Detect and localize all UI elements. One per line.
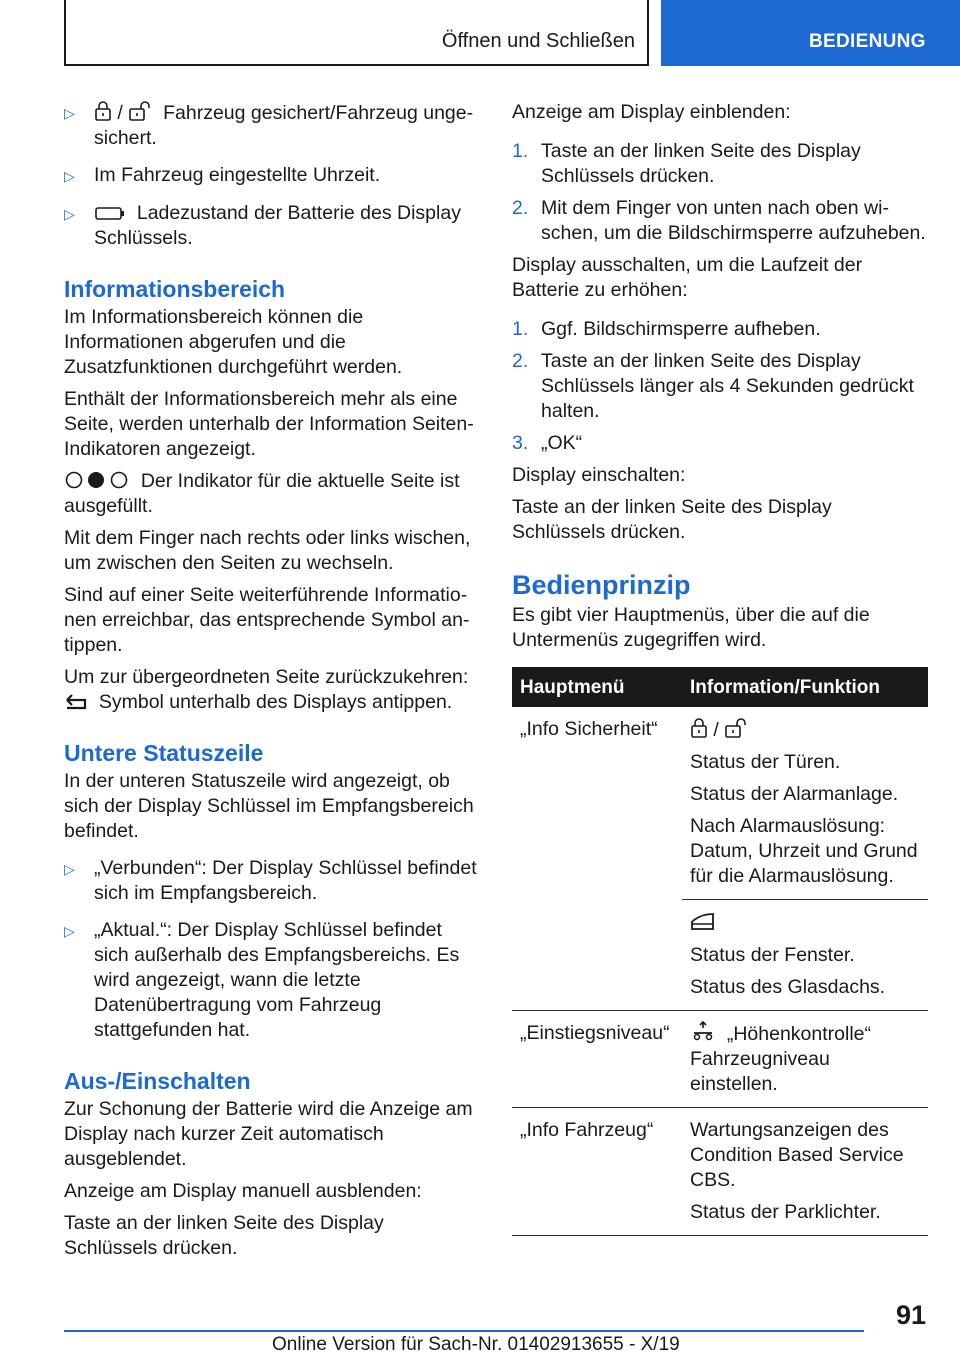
right-column [512,100,928,1236]
cell-text: Wartungsanzeigen des Condition Based Service CBS. [690,1119,904,1191]
footer-text: Online Version für Sach-Nr. 01402913655 - X/19 [272,1334,680,1355]
list-item [64,856,480,906]
step-number: 1. [512,140,529,162]
table-row [512,707,928,900]
height-control-icon [690,1021,716,1043]
bullet-text: Im Fahrzeug eingestellte Uhrzeit. [94,164,381,186]
bullet-text: „Aktual.“: Der Display Schlüssel befindet sich außerhalb des Empfangsbereichs. Es wird angezeigt, wann die letzte Datenübertragung vom Fahrzeug stattgefunden hat. [94,919,460,1041]
step-number: 2. [512,197,529,219]
paragraph: Im Informationsbereich können die Informationen abgerufen und die Zusatzfunktionen durchgeführt werden. [64,306,403,378]
table-cell: „Höhenkontrolle“ Fahrzeugniveau einstellen. [682,1011,928,1108]
chapter-title: BEDIENUNG [809,31,926,52]
paragraph: Der Indikator für die aktuelle Seite ist ausgefüllt. [64,470,460,517]
step-text: „OK“ [541,432,583,454]
table-cell: „Info Sicherheit“ [512,707,682,1011]
back-arrow-icon [64,693,88,711]
table-row [512,1108,928,1236]
heading-bedienprinzip: Bedienprinzip [512,570,691,600]
heading-untere-statuszeile: Untere Statuszeile [64,740,264,766]
window-icon [690,910,716,932]
paragraph: Anzeige am Display einblenden: [512,101,791,123]
step-number: 1. [512,318,529,340]
heading-aus-einschalten: Aus-/Einschalten [64,1068,251,1094]
paragraph: Mit dem Finger nach rechts oder links wischen, um zwischen den Seiten zu wechseln. [64,527,471,574]
list-item: ▷ / Fahrzeug gesichert/Fahrzeug ungesichert. [64,102,474,149]
paragraph: In der unteren Statuszeile wird angezeigt, ob sich der Display Schlüssel im Empfangsbereich befindet. [64,770,474,842]
lock-open-icon [724,717,748,739]
bullet-text: Fahrzeug gesichert/Fahrzeug ungesichert. [94,102,474,149]
paragraph: Taste an der linken Seite des Display Schlüssels drücken. [512,496,832,543]
step-text: Taste an der linken Seite des Display Schlüssels länger als 4 Sekunden gedrückt halten. [541,350,914,422]
table-header-row [512,667,928,707]
cell-text: Status der Alarmanlage. [690,783,899,805]
bullet-text: Ladezustand der Batterie des Display Schlüssels. [94,202,461,249]
cell-text: Status des Glasdachs. [690,976,886,998]
table-cell: / Status der Türen. Status der Alarmanlage. Nach Alarmauslösung: Datum, Uhrzeit und Grund für die Alarmauslösung. [682,707,928,900]
step-number: 3. [512,432,529,454]
triangle-right-icon: ▷ [64,923,75,939]
paragraph: Symbol unterhalb des Displays antippen. [64,690,480,715]
paragraph: Zur Schonung der Batterie wird die Anzeige am Display nach kurzer Zeit automatisch ausgeblendet. [64,1098,473,1170]
cell-text: Nach Alarmauslösung: Datum, Uhrzeit und Grund für die Alarmauslösung. [690,815,918,887]
table-cell [682,900,928,1011]
step-text: Taste an der linken Seite des Display Schlüssels drücken. [541,140,861,187]
table-header-cell: Information/Funktion [682,667,928,707]
cell-text: Status der Fenster. [690,944,855,966]
section-title: Öffnen und Schließen [441,30,635,52]
footer-divider [64,1330,864,1332]
list-item [512,317,928,342]
list-item [512,196,928,246]
list-item [512,139,928,189]
table-header-cell: Hauptmenü [512,667,682,707]
table-cell [682,1108,928,1236]
lock-open-icon [128,100,152,122]
paragraph: Enthält der Informationsbereich mehr als eine Seite, werden unterhalb der Information Seiten-Indikatoren angezeigt. [64,388,474,460]
cell-text: Status der Parklichter. [690,1201,881,1223]
header-chapter-tab[interactable] [661,0,960,66]
paragraph: Es gibt vier Hauptmenüs, über die auf die Untermenüs zugegriffen wird. [512,604,870,651]
paragraph: Taste an der linken Seite des Display Schlüssels drücken. [64,1212,384,1259]
lock-closed-icon [94,100,112,122]
triangle-right-icon: ▷ [64,206,75,222]
lock-closed-icon [690,717,708,739]
triangle-right-icon: ▷ [64,168,75,184]
paragraph: Anzeige am Display manuell ausblenden: [64,1180,422,1202]
list-item [512,431,928,456]
list-item [64,163,480,189]
step-number: 2. [512,350,529,372]
bullet-text: „Verbunden“: Der Display Schlüssel befindet sich im Empfangsbereich. [94,857,477,904]
table-cell: „Einstiegsniveau“ [512,1011,682,1108]
heading-informationsbereich: Informationsbereich [64,276,286,302]
list-item [512,349,928,424]
left-column [64,100,480,1268]
battery-icon [94,204,126,222]
cell-text: Status der Türen. [690,751,841,773]
list-item [64,201,480,251]
triangle-right-icon: ▷ [64,105,75,121]
menu-table [512,667,928,1236]
header-section-box [64,0,649,66]
step-text: Ggf. Bildschirmsperre aufheben. [541,318,821,340]
paragraph: Display einschalten: [512,464,686,486]
paragraph: Sind auf einer Seite weiterführende Informationen erreichbar, das entsprechende Symbol antippen. [64,584,470,656]
list-item [64,918,480,1043]
table-row [512,1011,928,1108]
triangle-right-icon: ▷ [64,861,75,877]
paragraph: Um zur übergeordneten Seite zurückzukehren: [64,666,469,688]
page-number: 91 [896,1300,927,1330]
paragraph: Display ausschalten, um die Laufzeit der Batterie zu erhöhen: [512,254,863,301]
table-cell: „Info Fahrzeug“ [512,1108,682,1236]
page-indicator-icon [64,470,130,490]
step-text: Mit dem Finger von unten nach oben wischen, um die Bildschirmsperre aufzuheben. [541,197,926,244]
